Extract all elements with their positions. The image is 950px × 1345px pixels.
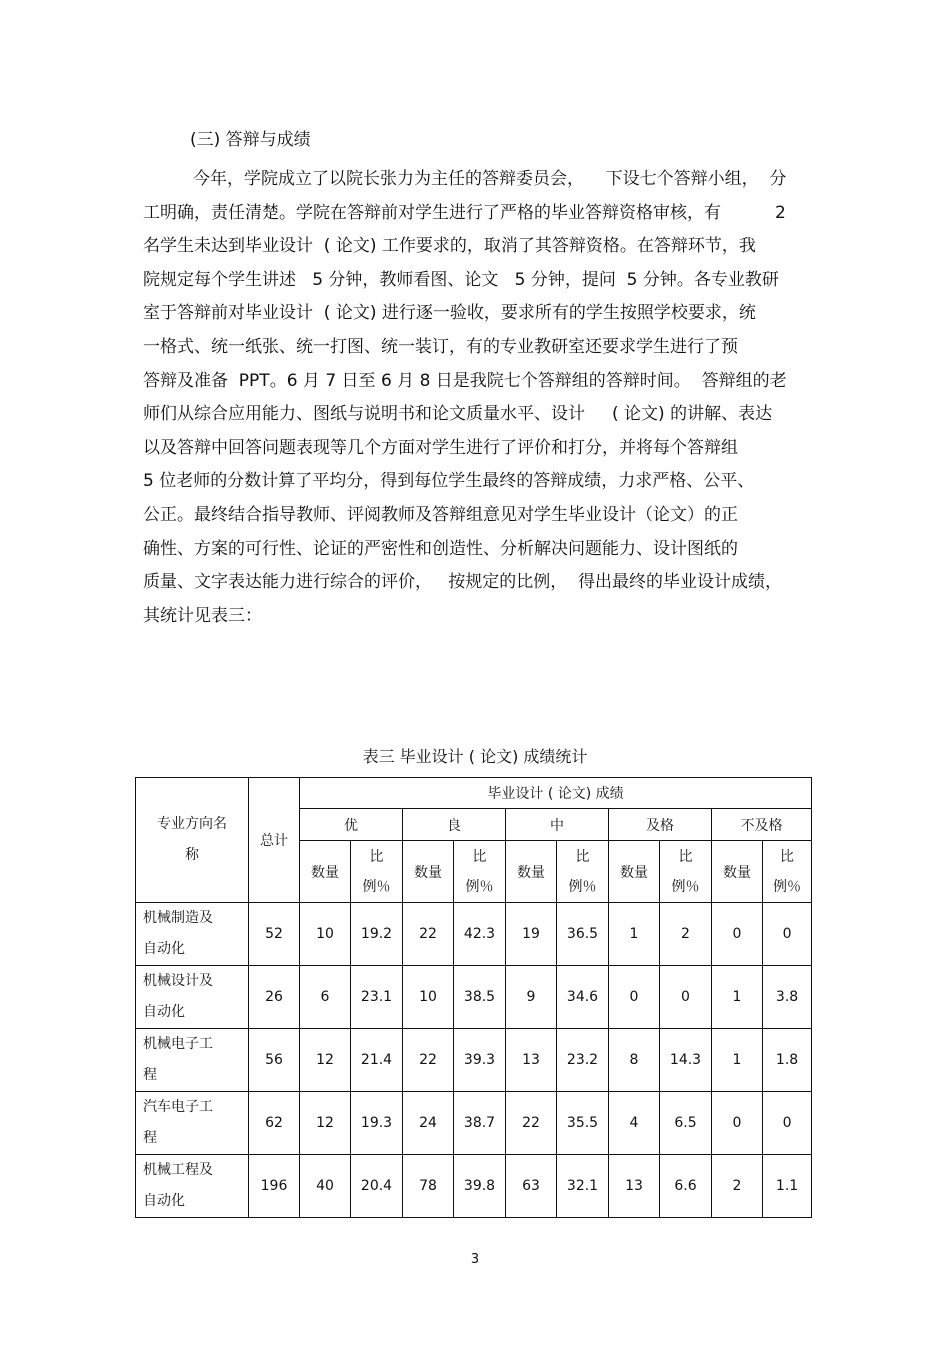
table-row — [136, 966, 812, 1029]
grade-header: 不及格 — [712, 809, 812, 841]
ratio-header — [660, 841, 712, 903]
count-cell: 63 — [506, 1155, 557, 1218]
ratio-cell: 3.8 — [763, 966, 812, 1029]
ratio-cell: 19.2 — [351, 903, 403, 966]
ratio-header-line: 比 — [780, 848, 795, 865]
paragraph-line: 其统计见表三： — [143, 605, 262, 626]
count-header: 数量 — [403, 841, 454, 903]
major-line: 机械设计及 — [143, 973, 213, 989]
total-cell: 62 — [249, 1092, 300, 1155]
ratio-cell: 21.4 — [351, 1029, 403, 1092]
table-row — [136, 1029, 812, 1092]
major-cell — [136, 1092, 249, 1155]
major-line: 汽车电子工 — [143, 1099, 213, 1115]
ratio-cell: 20.4 — [351, 1155, 403, 1218]
ratio-cell: 42.3 — [454, 903, 506, 966]
total-cell: 56 — [249, 1029, 300, 1092]
ratio-header-line: 例％ — [362, 878, 391, 895]
ratio-header-line: 例％ — [568, 878, 597, 895]
count-cell: 9 — [506, 966, 557, 1029]
major-cell — [136, 966, 249, 1029]
ratio-cell: 23.1 — [351, 966, 403, 1029]
total-cell: 196 — [249, 1155, 300, 1218]
count-header: 数量 — [300, 841, 351, 903]
count-cell: 1 — [609, 903, 660, 966]
paragraph-line: 名学生未达到毕业设计 ( 论文) 工作要求的，取消了其答辩资格。在答辩环节，我 — [143, 236, 756, 257]
count-cell: 6 — [300, 966, 351, 1029]
paragraph-line: 一格式、统一纸张、统一打图、统一装订，有的专业教研室还要求学生进行了预 — [143, 336, 738, 357]
count-cell: 40 — [300, 1155, 351, 1218]
paragraph-line: 答辩及准备 PPT。6 月 7 日至 6 月 8 日是我院七个答辩组的答辩时间。 答辩组的老 — [143, 370, 787, 391]
paragraph-line: 确性、方案的可行性、论证的严密性和创造性、分析解决问题能力、设计图纸的 — [143, 538, 738, 559]
total-cell: 26 — [249, 966, 300, 1029]
count-cell: 4 — [609, 1092, 660, 1155]
major-line: 程 — [143, 1130, 157, 1146]
header-group: 毕业设计 ( 论文) 成绩 — [300, 778, 812, 809]
ratio-header-line: 比 — [369, 848, 384, 865]
ratio-cell: 1.1 — [763, 1155, 812, 1218]
count-cell: 13 — [609, 1155, 660, 1218]
ratio-cell: 0 — [763, 1092, 812, 1155]
count-cell: 1 — [712, 966, 763, 1029]
count-cell: 22 — [403, 1029, 454, 1092]
ratio-cell: 23.2 — [557, 1029, 609, 1092]
count-cell: 2 — [712, 1155, 763, 1218]
count-cell: 12 — [300, 1092, 351, 1155]
ratio-cell: 38.5 — [454, 966, 506, 1029]
ratio-header — [351, 841, 403, 903]
body-paragraph — [143, 163, 809, 633]
count-cell: 78 — [403, 1155, 454, 1218]
major-line: 自动化 — [143, 1004, 185, 1020]
table-row — [136, 1155, 812, 1218]
ratio-cell: 34.6 — [557, 966, 609, 1029]
header-major — [136, 778, 249, 903]
major-line: 程 — [143, 1067, 157, 1083]
major-cell — [136, 903, 249, 966]
grade-header: 优 — [300, 809, 403, 841]
ratio-header-line: 比 — [678, 848, 693, 865]
count-cell: 12 — [300, 1029, 351, 1092]
count-cell: 8 — [609, 1029, 660, 1092]
ratio-cell: 1.8 — [763, 1029, 812, 1092]
ratio-header — [454, 841, 506, 903]
header-total: 总计 — [249, 778, 300, 903]
major-line: 自动化 — [143, 1193, 185, 1209]
table-row — [136, 903, 812, 966]
ratio-header-line: 例％ — [773, 878, 802, 895]
paragraph-line: 5 位老师的分数计算了平均分，得到每位学生最终的答辩成绩，力求严格、公平、 — [143, 471, 755, 492]
header-major-line: 称 — [185, 847, 199, 863]
grade-header: 及格 — [609, 809, 712, 841]
header-major-line: 专业方向名 — [157, 816, 227, 832]
paragraph-line: 质量、文字表达能力进行综合的评价， 按规定的比例， 得出最终的毕业设计成绩， — [143, 572, 783, 593]
ratio-cell: 14.3 — [660, 1029, 712, 1092]
ratio-header-line: 比 — [472, 848, 487, 865]
count-cell: 10 — [300, 903, 351, 966]
major-line: 自动化 — [143, 941, 185, 957]
ratio-header-line: 例％ — [671, 878, 700, 895]
count-cell: 0 — [712, 903, 763, 966]
paragraph-line: 今年，学院成立了以院长张力为主任的答辩委员会， 下设七个答辩小组， 分 — [193, 169, 787, 189]
major-line: 机械电子工 — [143, 1036, 213, 1052]
paragraph-line: 公正。最终结合指导教师、评阅教师及答辩组意见对学生毕业设计（论文）的正 — [143, 504, 738, 525]
table-caption: 表三 毕业设计 ( 论文) 成绩统计 — [362, 747, 588, 766]
paragraph-line: 以及答辩中回答问题表现等几个方面对学生进行了评价和打分，并将每个答辩组 — [143, 437, 738, 458]
ratio-cell: 35.5 — [557, 1092, 609, 1155]
grade-header: 良 — [403, 809, 506, 841]
count-cell: 0 — [712, 1092, 763, 1155]
page-number: 3 — [470, 1252, 480, 1267]
count-cell: 22 — [506, 1092, 557, 1155]
ratio-cell: 38.7 — [454, 1092, 506, 1155]
ratio-cell: 0 — [660, 966, 712, 1029]
ratio-header — [557, 841, 609, 903]
paragraph-line: 院规定每个学生讲述 5 分钟，教师看图、论文 5 分钟，提问 5 分钟。各专业教研 — [143, 269, 779, 290]
ratio-cell: 19.3 — [351, 1092, 403, 1155]
paragraph-line: 师们从综合应用能力、图纸与说明书和论文质量水平、设计 ( 论文) 的讲解、表达 — [143, 404, 773, 425]
major-line: 机械工程及 — [143, 1162, 213, 1178]
section-heading: (三) 答辩与成绩 — [190, 130, 311, 150]
count-cell: 1 — [712, 1029, 763, 1092]
major-cell — [136, 1155, 249, 1218]
major-cell — [136, 1029, 249, 1092]
ratio-cell: 0 — [763, 903, 812, 966]
grade-header: 中 — [506, 809, 609, 841]
ratio-header-line: 比 — [575, 848, 590, 865]
table-row — [136, 1092, 812, 1155]
grade-statistics-table — [135, 777, 812, 1218]
paragraph-line: 室于答辩前对毕业设计 ( 论文) 进行逐一验收，要求所有的学生按照学校要求，统 — [143, 303, 756, 324]
count-cell: 0 — [609, 966, 660, 1029]
header-row — [136, 778, 812, 809]
ratio-header — [763, 841, 812, 903]
ratio-cell: 39.8 — [454, 1155, 506, 1218]
ratio-cell: 2 — [660, 903, 712, 966]
ratio-cell: 6.5 — [660, 1092, 712, 1155]
count-header: 数量 — [609, 841, 660, 903]
total-cell: 52 — [249, 903, 300, 966]
ratio-cell: 32.1 — [557, 1155, 609, 1218]
count-cell: 19 — [506, 903, 557, 966]
count-cell: 22 — [403, 903, 454, 966]
count-cell: 24 — [403, 1092, 454, 1155]
count-header: 数量 — [506, 841, 557, 903]
ratio-cell: 39.3 — [454, 1029, 506, 1092]
ratio-header-line: 例％ — [465, 878, 494, 895]
ratio-cell: 6.6 — [660, 1155, 712, 1218]
count-header: 数量 — [712, 841, 763, 903]
count-cell: 10 — [403, 966, 454, 1029]
count-cell: 13 — [506, 1029, 557, 1092]
ratio-cell: 36.5 — [557, 903, 609, 966]
major-line: 机械制造及 — [143, 910, 213, 926]
paragraph-line: 工明确，责任清楚。学院在答辩前对学生进行了严格的毕业答辩资格审核，有 2 — [143, 202, 786, 223]
